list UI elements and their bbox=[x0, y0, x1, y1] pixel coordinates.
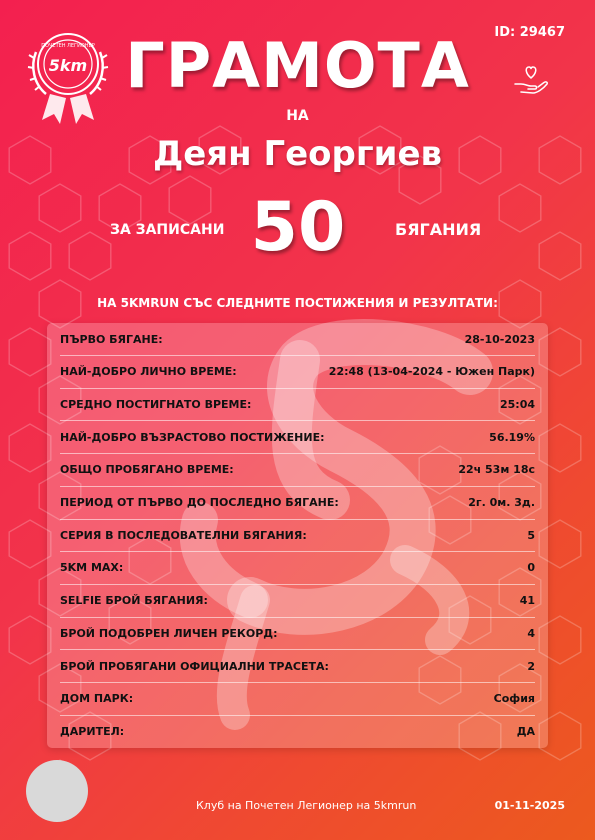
stats-row bbox=[60, 323, 535, 356]
stats-value: 4 bbox=[527, 626, 535, 640]
stats-label: БРОЙ ПРОБЯГАНИ ОФИЦИАЛНИ ТРАСЕТА: bbox=[60, 659, 329, 673]
stats-label: SELFIE БРОЙ БЯГАНИЯ: bbox=[60, 594, 208, 608]
recorded-label: ЗА ЗАПИСАНИ bbox=[110, 222, 225, 238]
stats-row bbox=[60, 552, 535, 585]
certificate-title: ГРАМОТА bbox=[125, 29, 470, 102]
stats-value: 25:04 bbox=[499, 397, 535, 411]
stats-label: ДАРИТЕЛ: bbox=[60, 724, 125, 738]
stats-value: 22ч 53м 18с bbox=[458, 463, 535, 477]
stats-row bbox=[60, 683, 535, 716]
stats-row bbox=[60, 617, 535, 650]
stats-row bbox=[60, 454, 535, 487]
stats-row bbox=[60, 715, 535, 747]
logo-text: ПОЧЕТЕН ЛЕГИОНЕР bbox=[41, 43, 95, 49]
stats-value: 28-10-2023 bbox=[464, 332, 535, 346]
stats-value: 2г. 0м. 3д. bbox=[468, 496, 535, 509]
runs-count: 50 bbox=[250, 188, 346, 267]
stats-value: 5 bbox=[527, 528, 535, 542]
stats-value: 41 bbox=[519, 594, 535, 608]
avatar-placeholder bbox=[26, 760, 88, 822]
stats-row bbox=[60, 585, 535, 618]
stats-label: 5KM MAX: bbox=[60, 561, 124, 575]
stats-row bbox=[60, 487, 535, 520]
stats-row bbox=[60, 519, 535, 552]
stats-value: 56.19% bbox=[489, 430, 535, 444]
stats-label: ПЕРИОД ОТ ПЪРВО ДО ПОСЛЕДНО БЯГАНЕ: bbox=[60, 496, 339, 509]
stats-value: 0 bbox=[527, 561, 535, 575]
footer-date: 01-11-2025 bbox=[494, 799, 565, 812]
stats-label: СЕРИЯ В ПОСЛЕДОВАТЕЛНИ БЯГАНИЯ: bbox=[60, 528, 307, 542]
stats-label: СРЕДНО ПОСТИГНАТО ВРЕМЕ: bbox=[60, 397, 252, 411]
logo-mark: 5km bbox=[48, 56, 88, 75]
stats-label: ДОМ ПАРК: bbox=[60, 692, 134, 706]
stats-label: БРОЙ ПОДОБРЕН ЛИЧЕН РЕКОРД: bbox=[60, 626, 278, 640]
stats-value: 2 bbox=[527, 659, 535, 673]
stats-row bbox=[60, 388, 535, 421]
stats-row bbox=[60, 421, 535, 454]
stats-row bbox=[60, 356, 535, 389]
runs-label: БЯГАНИЯ bbox=[395, 220, 482, 239]
stats-table bbox=[47, 323, 548, 748]
stats-label: ПЪРВО БЯГАНЕ: bbox=[60, 332, 163, 346]
stats-label: ОБЩО ПРОБЯГАНО ВРЕМЕ: bbox=[60, 463, 234, 477]
stats-value: София bbox=[493, 692, 535, 706]
stats-row bbox=[60, 650, 535, 683]
stats-label: НАЙ-ДОБРО ЛИЧНО ВРЕМЕ: bbox=[60, 365, 237, 379]
stats-value: 22:48 (13-04-2024 - Южен Парк) bbox=[328, 365, 535, 379]
achievements-subtitle: НА 5KMRUN СЪС СЛЕДНИТЕ ПОСТИЖЕНИЯ И РЕЗУЛТАТИ: bbox=[97, 296, 498, 310]
recipient-name: Деян Георгиев bbox=[152, 134, 443, 174]
on-label: НА bbox=[286, 108, 309, 124]
stats-label: НАЙ-ДОБРО ВЪЗРАСТОВО ПОСТИЖЕНИЕ: bbox=[60, 430, 325, 444]
stats-value: ДА bbox=[516, 724, 535, 738]
footer-club: Клуб на Почетен Легионер на 5kmrun bbox=[196, 799, 417, 812]
certificate-id: ID: 29467 bbox=[494, 25, 565, 40]
